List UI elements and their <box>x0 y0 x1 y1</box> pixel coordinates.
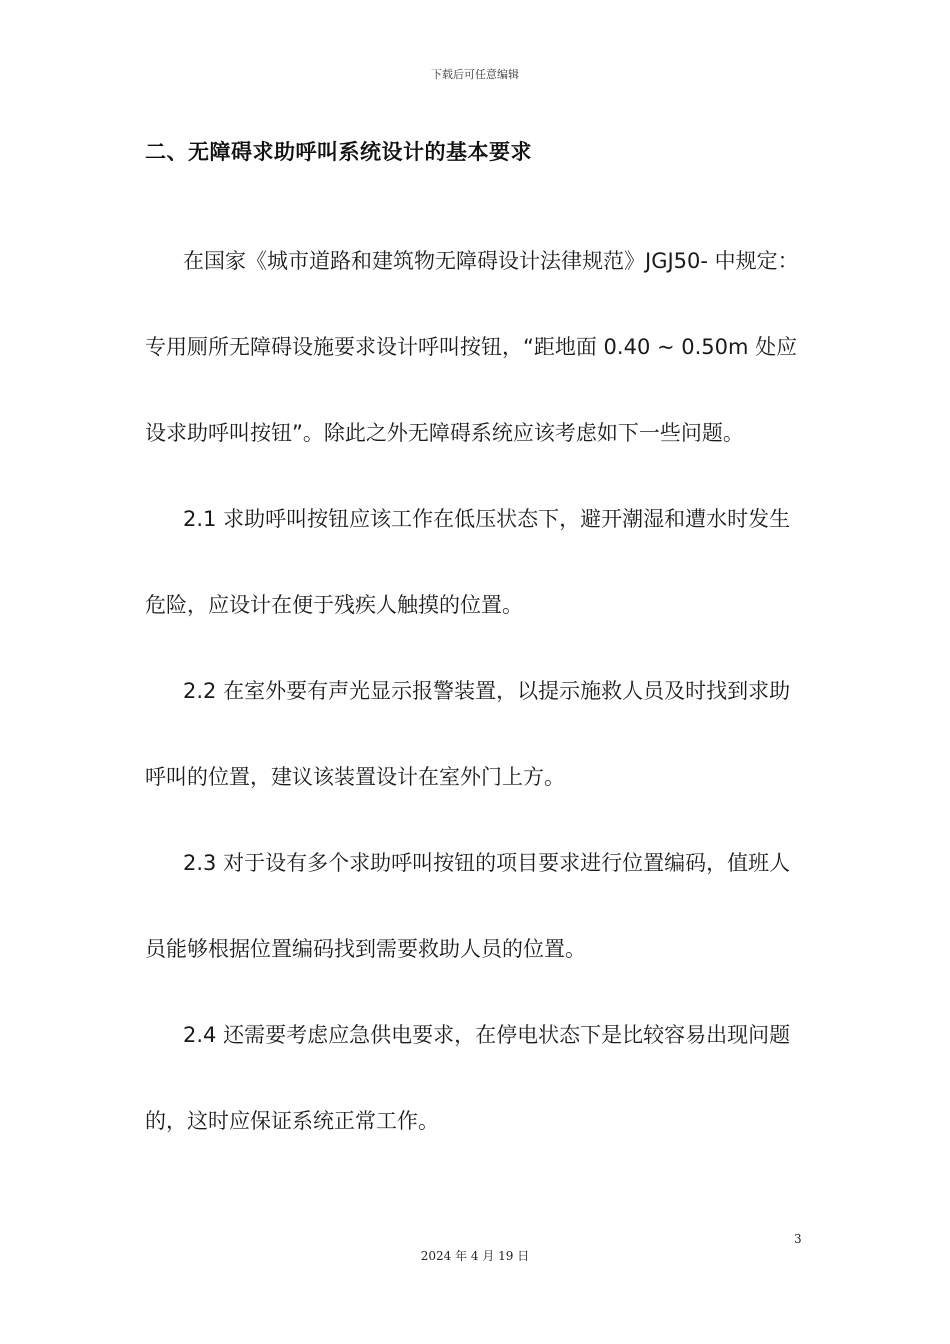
paragraph-2-4: 2.4 还需要考虑应急供电要求，在停电状态下是比较容易出现问题的，这时应保证系统正常工作。 <box>145 1023 791 1133</box>
paragraph-2-1: 2.1 求助呼叫按钮应该工作在低压状态下，避开潮湿和遭水时发生危险，应设计在便于残疾人触摸的位置。 <box>145 507 791 617</box>
paragraph-2-2: 2.2 在室外要有声光显示报警装置，以提示施救人员及时找到求助呼叫的位置，建议该装置设计在室外门上方。 <box>145 679 791 789</box>
header-note: 下载后可任意编辑 <box>431 68 519 81</box>
section-heading: 二、无障碍求助呼叫系统设计的基本要求 <box>145 140 532 164</box>
paragraph-intro: 在国家《城市道路和建筑物无障碍设计法律规范》JGJ50- 中规定：专用厕所无障碍设施要求设计呼叫按钮，“距地面 0.40 ~ 0.50m 处应设求助呼叫按钮”。除此之外无障碍系统应该考虑如下一些问题。 <box>145 249 799 445</box>
paragraph-2-3: 2.3 对于设有多个求助呼叫按钮的项目要求进行位置编码，值班人员能够根据位置编码找到需要救助人员的位置。 <box>145 851 791 961</box>
footer-date: 2024 年 4 月 19 日 <box>420 1249 530 1263</box>
page-number: 3 <box>794 1232 802 1246</box>
document-body <box>145 218 805 1164</box>
